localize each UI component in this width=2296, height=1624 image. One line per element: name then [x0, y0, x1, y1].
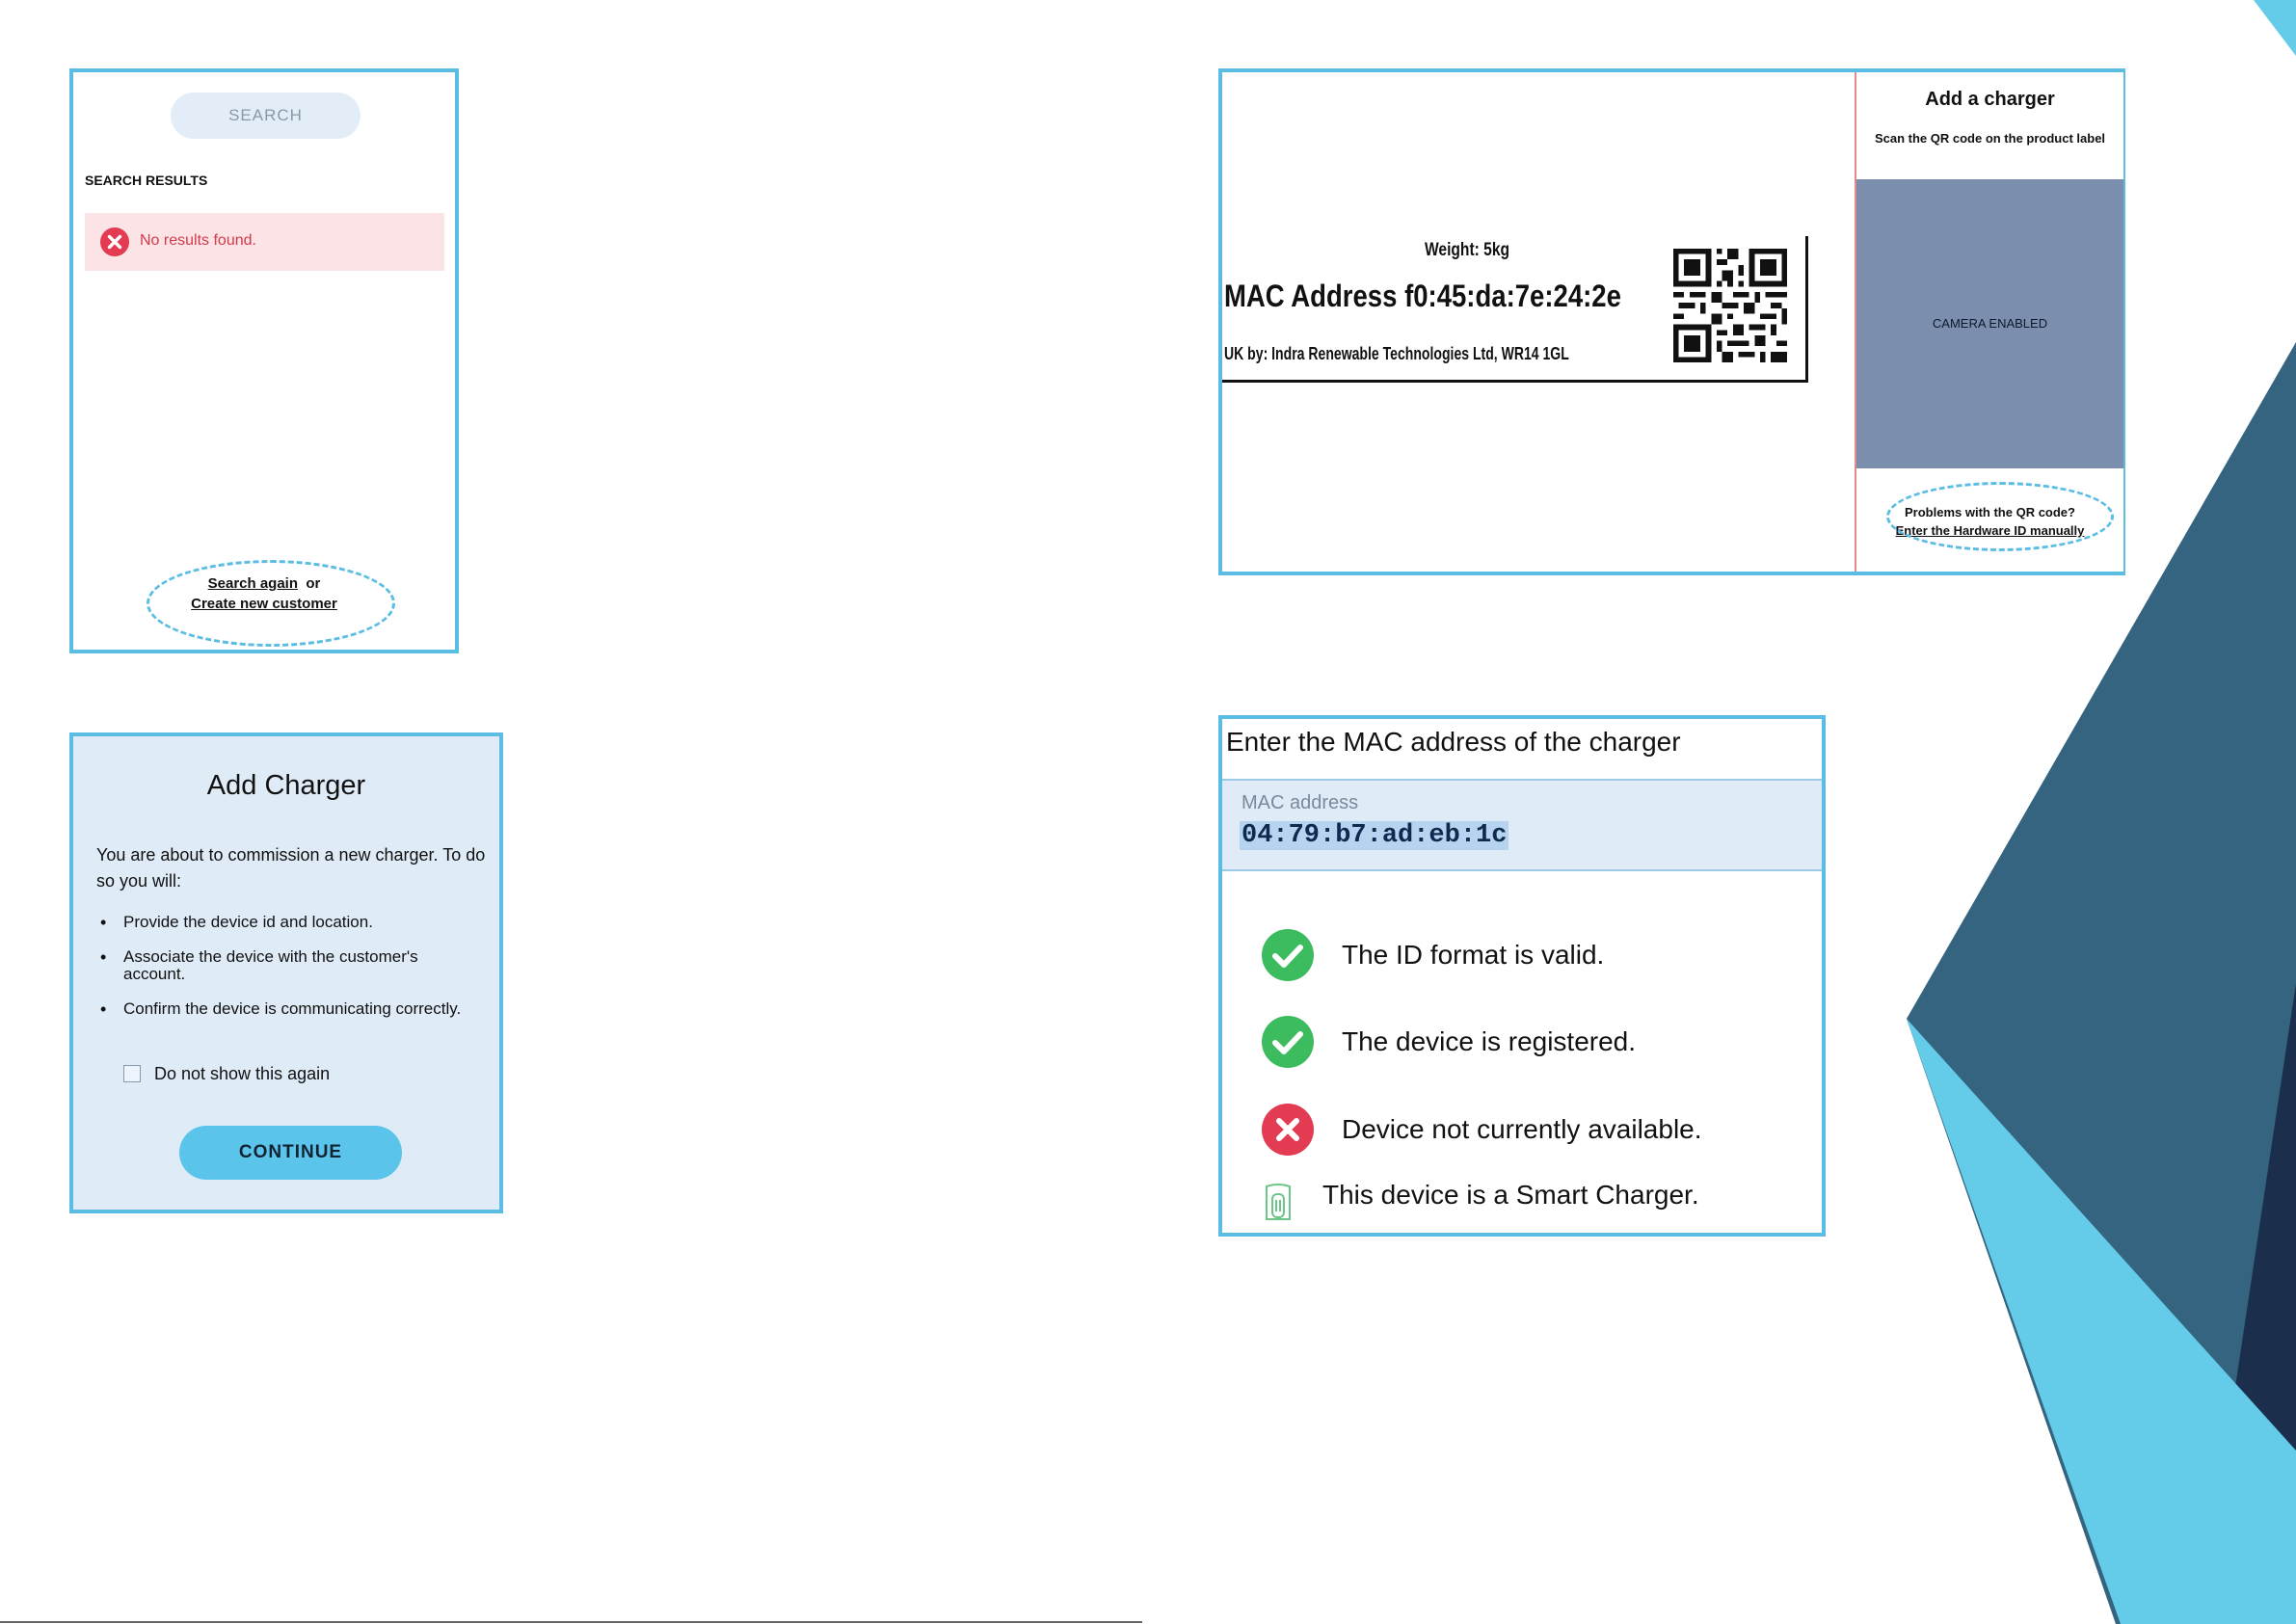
search-button[interactable]: SEARCH [171, 93, 360, 139]
callout-ellipse [1886, 482, 2114, 551]
device-type-text: This device is a Smart Charger. [1322, 1180, 1699, 1210]
or-text: or [306, 575, 321, 592]
dialog-steps [96, 914, 482, 1035]
mac-entry-screen [1218, 715, 1826, 1237]
error-x-icon [99, 226, 130, 257]
search-results-screen [69, 68, 459, 653]
dialog-title: Add Charger [206, 770, 366, 801]
validation-text: Device not currently available. [1342, 1114, 1702, 1144]
label-divider-vertical [1805, 236, 1808, 383]
mac-title: Enter the MAC address of the charger [1226, 727, 1681, 757]
do-not-show-label: Do not show this again [154, 1064, 331, 1083]
camera-viewfinder[interactable] [1856, 179, 2123, 468]
check-circle-icon [1261, 928, 1315, 982]
list-item: • Associate the device with the customer's account. [96, 948, 482, 983]
qr-problems-text: Problems with the QR code? [1905, 505, 2075, 519]
callout-ellipse [147, 560, 395, 647]
scan-qr-screen [1218, 68, 2125, 575]
list-item: • Provide the device id and location. [96, 914, 482, 931]
search-results-heading: SEARCH RESULTS [85, 173, 208, 188]
camera-status: CAMERA ENABLED [1932, 316, 2048, 331]
continue-button[interactable]: CONTINUE [179, 1126, 402, 1180]
scan-sidebar [1855, 72, 2123, 572]
validation-row [1222, 1101, 1822, 1157]
list-item: • Confirm the device is communicating correctly. [96, 1000, 482, 1018]
mac-address-field[interactable] [1222, 779, 1822, 871]
scan-subtitle: Scan the QR code on the product label [1874, 131, 2106, 146]
label-mac-address: MAC Address f0:45:da:7e:24:2e [1224, 279, 1621, 313]
qr-code-image [1673, 249, 1787, 362]
dialog-intro: You are about to commission a new charger. To do so you will: [96, 845, 486, 891]
search-again-link[interactable]: Search again [207, 575, 299, 592]
charger-icon [1263, 1183, 1294, 1221]
device-type-row [1222, 1180, 1822, 1236]
scan-title: Add a charger [1925, 89, 2055, 110]
label-weight: Weight: 5kg [1425, 240, 1510, 260]
label-manufacturer: UK by: Indra Renewable Technologies Ltd, WR14 1GL [1224, 344, 1569, 363]
check-circle-icon [1261, 1015, 1315, 1069]
mac-field-label: MAC address [1241, 792, 1359, 813]
validation-row [1222, 926, 1822, 982]
add-charger-dialog [69, 732, 503, 1213]
enter-id-manually-link[interactable]: Enter the Hardware ID manually [1895, 523, 2085, 538]
no-results-message: No results found. [140, 232, 256, 249]
no-results-alert [85, 213, 444, 271]
mac-field-value[interactable]: 04:79:b7:ad:eb:1c [1241, 821, 1508, 850]
create-customer-link[interactable]: Create new customer [191, 596, 337, 612]
validation-text: The ID format is valid. [1342, 940, 1605, 970]
validation-row [1222, 1013, 1822, 1069]
label-divider [1222, 380, 1806, 383]
validation-text: The device is registered. [1342, 1026, 1637, 1056]
error-x-icon [1261, 1103, 1315, 1157]
do-not-show-checkbox[interactable] [123, 1065, 141, 1082]
deco-top-corner [2254, 0, 2296, 56]
